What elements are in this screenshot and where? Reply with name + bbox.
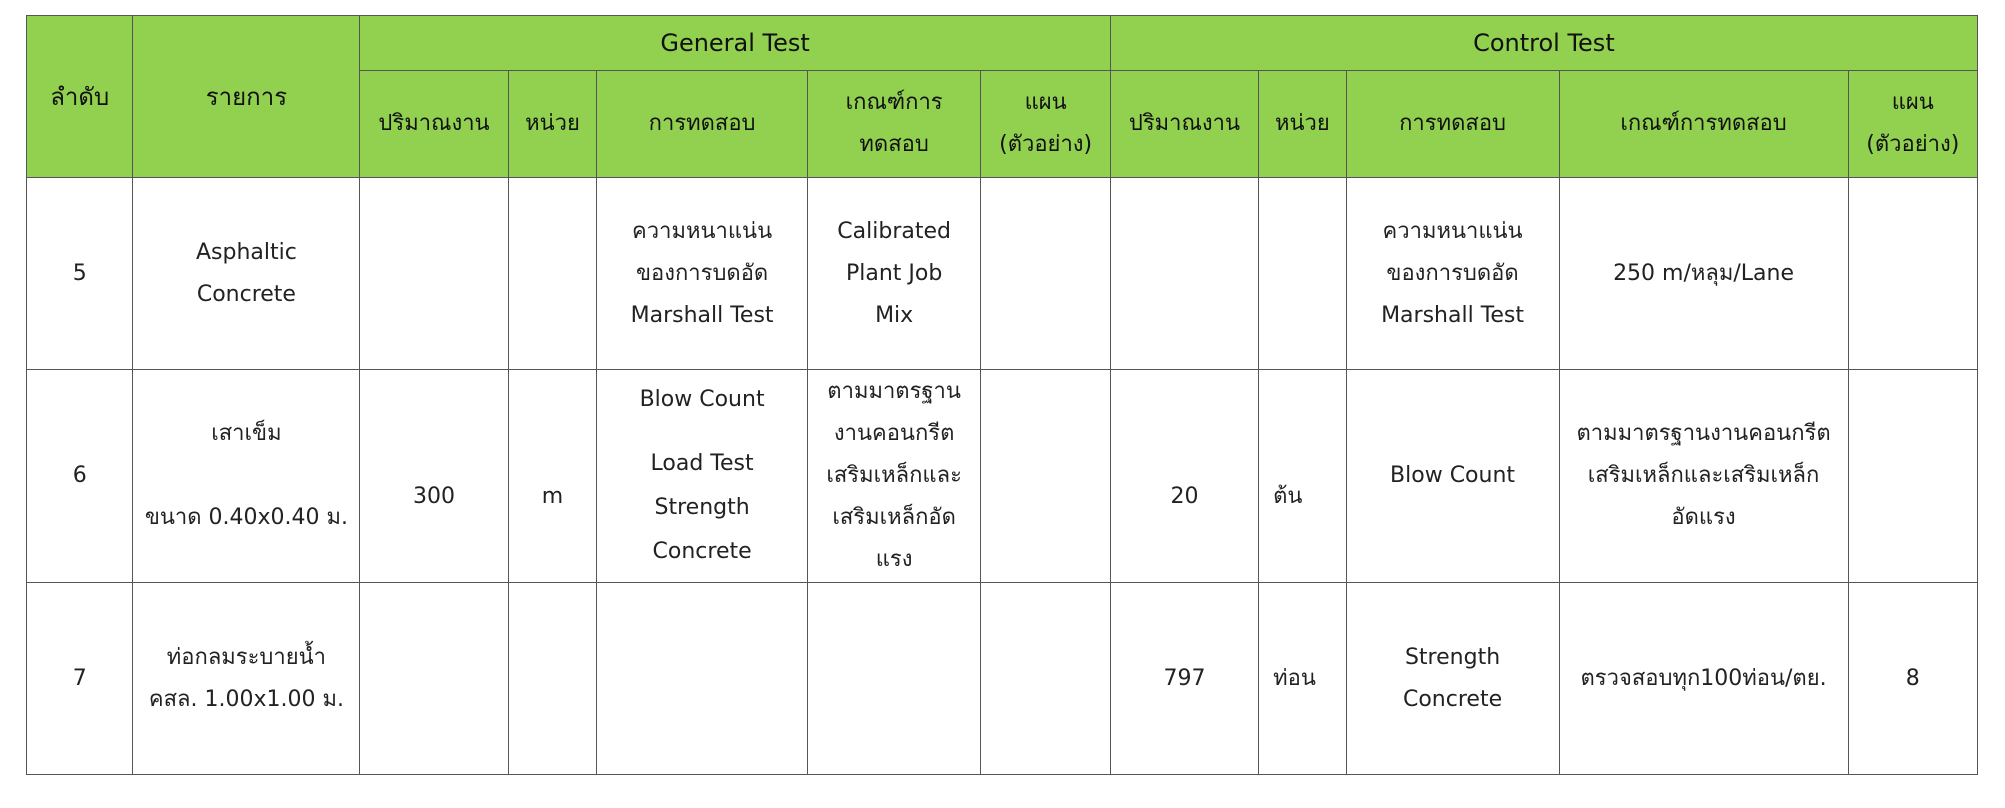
general-criteria-line3: เสริมเหล็กและ — [826, 463, 962, 488]
control-unit-cell — [1259, 178, 1346, 370]
control-unit-cell: ท่อน — [1259, 583, 1346, 775]
row-item — [133, 178, 360, 370]
control-unit-cell — [1259, 370, 1346, 583]
test-plan-table — [26, 15, 1978, 775]
header-general-plan — [981, 71, 1110, 178]
control-criteria-cell: ตรวจสอบทุก100ท่อน/ตย. — [1559, 583, 1848, 775]
header-general-test: General Test — [360, 16, 1110, 71]
general-criteria-line3: Mix — [875, 302, 914, 328]
control-criteria-cell — [1559, 370, 1848, 583]
control-criteria-line3: อัดแรง — [1671, 505, 1736, 530]
control-quantity-value: 20 — [1170, 484, 1199, 509]
general-quantity-cell — [360, 583, 508, 775]
control-test-line3: Marshall Test — [1381, 302, 1525, 328]
general-criteria-line2: งานคอนกรีต — [833, 421, 955, 446]
header-item: รายการ — [133, 16, 360, 178]
general-criteria-line4: เสริมเหล็กอัด — [832, 505, 956, 530]
header-no: ลำดับ — [27, 16, 133, 178]
general-unit-cell — [508, 178, 597, 370]
control-plan-cell — [1848, 178, 1977, 370]
control-test-line2: ของการบดอัด — [1386, 260, 1519, 286]
row-item-line1: เสาเข็ม — [211, 421, 282, 446]
control-unit-value: ต้น — [1273, 484, 1303, 509]
control-test-cell — [1346, 178, 1559, 370]
row-item-line1: ท่อกลมระบายน้ำ — [166, 644, 327, 670]
control-quantity-cell: 797 — [1110, 583, 1258, 775]
control-test-line1: ความหนาแน่น — [1382, 218, 1523, 244]
header-general-test-method: การทดสอบ — [597, 71, 807, 178]
header-control-unit: หน่วย — [1259, 71, 1346, 178]
row-item-line2: ขนาด 0.40x0.40 ม. — [144, 505, 349, 530]
general-test-line3: Marshall Test — [630, 302, 774, 328]
general-unit-cell — [508, 370, 597, 583]
header-control-quantity: ปริมาณงาน — [1110, 71, 1258, 178]
header-control-plan-line2: (ตัวอย่าง) — [1866, 132, 1960, 157]
control-criteria-line2: เสริมเหล็กและเสริมเหล็ก — [1587, 463, 1820, 488]
header-general-criteria — [807, 71, 981, 178]
control-quantity-cell — [1110, 178, 1258, 370]
general-test-line4: Concrete — [652, 539, 752, 564]
general-test-line1: ความหนาแน่น — [632, 218, 773, 244]
control-plan-cell: 8 — [1848, 583, 1977, 775]
header-control-test-method: การทดสอบ — [1346, 71, 1559, 178]
row-item-line1: Asphaltic — [195, 239, 297, 265]
general-test-line1: Blow Count — [639, 387, 765, 412]
control-test-cell — [1346, 583, 1559, 775]
header-control-test: Control Test — [1110, 16, 1977, 71]
general-test-line2: ของการบดอัด — [635, 260, 769, 286]
general-test-cell — [597, 178, 807, 370]
header-general-plan-line2: (ตัวอย่าง) — [999, 132, 1093, 157]
test-plan-table-container — [26, 15, 1978, 775]
general-criteria-line1: ตามมาตรฐาน — [827, 379, 961, 404]
header-group-row — [27, 16, 1978, 71]
general-test-line3: Strength — [654, 495, 750, 520]
general-criteria-line2: Plant Job — [845, 260, 943, 286]
control-plan-cell — [1848, 370, 1977, 583]
general-test-cell — [597, 583, 807, 775]
general-quantity-value: 300 — [413, 484, 455, 509]
header-control-plan-line1: แผน — [1891, 90, 1934, 115]
header-control-plan — [1848, 71, 1977, 178]
general-criteria-cell — [807, 583, 981, 775]
general-plan-cell — [981, 370, 1110, 583]
row-item-spacer — [139, 455, 353, 497]
general-criteria-line5: แรง — [875, 547, 913, 572]
general-quantity-cell — [360, 370, 508, 583]
control-test-line1: Strength — [1404, 644, 1501, 670]
table-row — [27, 583, 1978, 775]
general-plan-cell — [981, 583, 1110, 775]
control-criteria-cell: 250 m/หลุม/Lane — [1559, 178, 1848, 370]
general-unit-cell — [508, 583, 597, 775]
control-test-cell: Blow Count — [1346, 370, 1559, 583]
general-test-line2: Load Test — [650, 451, 754, 476]
general-quantity-cell — [360, 178, 508, 370]
row-item — [133, 583, 360, 775]
header-general-unit: หน่วย — [508, 71, 597, 178]
control-criteria-line1: ตามมาตรฐานงานคอนกรีต — [1576, 421, 1831, 446]
row-item — [133, 370, 360, 583]
general-criteria-cell — [807, 178, 981, 370]
table-row — [27, 370, 1978, 583]
row-no: 5 — [27, 178, 133, 370]
row-no: 6 — [27, 370, 133, 583]
row-item-line2: Concrete — [196, 281, 296, 307]
general-criteria-line1: Calibrated — [837, 218, 951, 244]
general-plan-cell — [981, 178, 1110, 370]
control-quantity-cell — [1110, 370, 1258, 583]
general-criteria-cell — [807, 370, 981, 583]
general-unit-value: m — [541, 484, 564, 509]
header-general-plan-line1: แผน — [1024, 90, 1067, 115]
row-item-line2: คสล. 1.00x1.00 ม. — [148, 686, 344, 712]
table-row — [27, 178, 1978, 370]
header-control-criteria: เกณฑ์การทดสอบ — [1559, 71, 1848, 178]
header-general-criteria-line2: ทดสอบ — [859, 132, 929, 157]
general-test-cell — [597, 370, 807, 583]
control-test-line2: Concrete — [1402, 686, 1503, 712]
header-general-criteria-line1: เกณฑ์การ — [845, 90, 943, 115]
row-no: 7 — [27, 583, 133, 775]
header-general-quantity: ปริมาณงาน — [360, 71, 508, 178]
